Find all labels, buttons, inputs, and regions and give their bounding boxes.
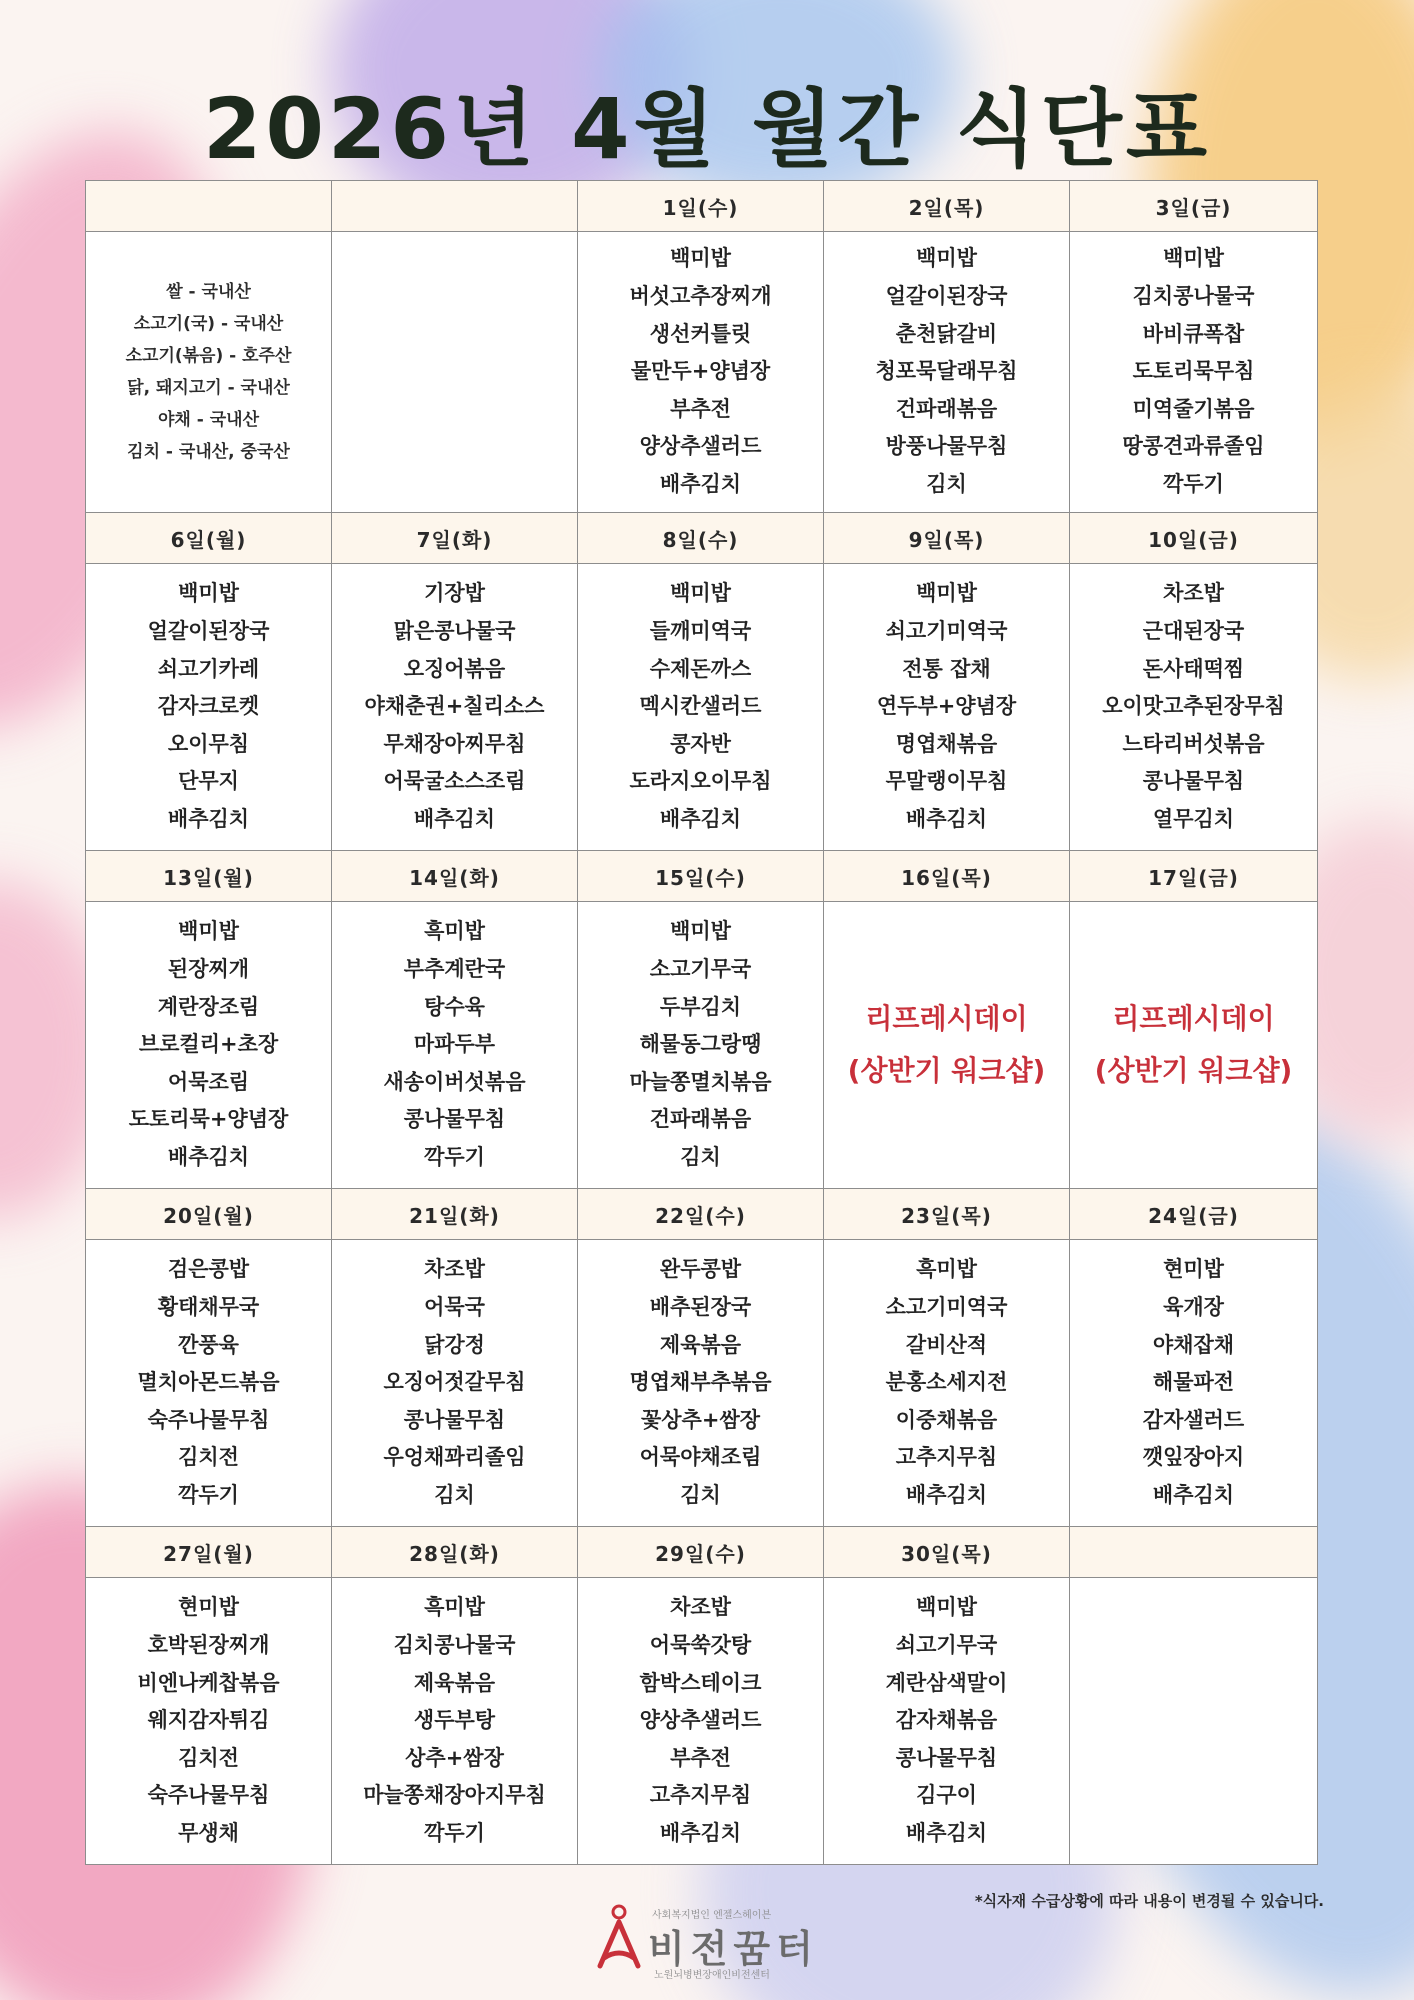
origin-info-cell <box>86 232 332 513</box>
date-cell: 7일(화) <box>332 513 578 564</box>
date-cell: 13일(월) <box>86 851 332 902</box>
menu-item: 해물파전 <box>1152 1370 1235 1395</box>
menu-item: 도토리묵+양념장 <box>128 1107 289 1132</box>
menu-cell <box>578 1240 824 1527</box>
menu-item: 현미밥 <box>1163 1257 1224 1282</box>
date-cell: 9일(목) <box>824 513 1070 564</box>
menu-item: 김치 <box>680 1144 721 1169</box>
menu-item: 함박스테이크 <box>639 1670 762 1695</box>
menu-cell <box>824 1578 1070 1865</box>
menu-cell <box>824 1240 1070 1527</box>
menu-item: 배추김치 <box>905 806 988 831</box>
menu-item: 깍두기 <box>1163 471 1224 496</box>
menu-cell <box>824 902 1070 1189</box>
menu-item: 느타리버섯볶음 <box>1122 731 1265 756</box>
menu-item: 어묵국 <box>424 1295 485 1320</box>
menu-cell <box>578 564 824 851</box>
menu-item: 제육볶음 <box>659 1332 742 1357</box>
menu-item: 김치콩나물국 <box>393 1633 516 1658</box>
date-cell: 21일(화) <box>332 1189 578 1240</box>
logo-center-text: 노원뇌병변장애인비전센터 <box>654 1970 770 1981</box>
menu-item: 김치전 <box>178 1445 239 1470</box>
date-cell: 2일(목) <box>824 181 1070 232</box>
menu-item: 백미밥 <box>1163 246 1224 271</box>
date-cell: 24일(금) <box>1070 1189 1318 1240</box>
menu-item: 김치 <box>926 471 967 496</box>
menu-item: 탕수육 <box>424 994 485 1019</box>
menu-item: 건파래볶음 <box>895 396 998 421</box>
menu-item: 된장찌개 <box>167 957 250 982</box>
menu-item: 계란장조림 <box>157 994 260 1019</box>
date-cell: 22일(수) <box>578 1189 824 1240</box>
menu-cell <box>578 232 824 513</box>
menu-item: 오징어볶음 <box>403 656 506 681</box>
menu-row <box>86 564 1318 851</box>
menu-item: 배추김치 <box>659 471 742 496</box>
menu-item: 콩나물무침 <box>403 1407 506 1432</box>
menu-item: 오이맛고추된장무침 <box>1102 694 1285 719</box>
menu-cell <box>332 902 578 1189</box>
menu-item: 완두콩밥 <box>659 1257 742 1282</box>
menu-item: 숙주나물무침 <box>147 1783 270 1808</box>
menu-item: 물만두+양념장 <box>630 359 771 384</box>
menu-item: 비엔나케찹볶음 <box>137 1670 280 1695</box>
menu-item: 들깨미역국 <box>649 619 752 644</box>
menu-item: 배추김치 <box>659 1820 742 1845</box>
menu-item: 김치 <box>680 1482 721 1507</box>
menu-item: 미역줄기볶음 <box>1132 396 1255 421</box>
menu-item: 깍두기 <box>424 1144 485 1169</box>
menu-item: 고추지무침 <box>895 1445 998 1470</box>
date-cell <box>332 181 578 232</box>
menu-table <box>85 180 1318 1865</box>
date-cell: 16일(목) <box>824 851 1070 902</box>
menu-item: 차조밥 <box>670 1595 731 1620</box>
menu-item: 콩나물무침 <box>1142 769 1245 794</box>
menu-item: 백미밥 <box>916 1595 977 1620</box>
menu-item: 백미밥 <box>178 919 239 944</box>
person-icon <box>594 1904 644 1970</box>
menu-cell <box>86 902 332 1189</box>
menu-item: 근대된장국 <box>1142 619 1245 644</box>
menu-item: 호박된장찌개 <box>147 1633 270 1658</box>
origin-line: 닭, 돼지고기 - 국내산 <box>127 378 290 398</box>
date-row <box>86 1189 1318 1240</box>
menu-item: 배추김치 <box>1152 1482 1235 1507</box>
menu-item: 김치전 <box>178 1745 239 1770</box>
menu-item: 깐풍육 <box>178 1332 239 1357</box>
menu-cell <box>332 1240 578 1527</box>
menu-item: 청포묵달래무침 <box>875 359 1018 384</box>
menu-item: 콩나물무침 <box>895 1745 998 1770</box>
menu-cell <box>1070 902 1318 1189</box>
menu-item: 생두부탕 <box>413 1708 496 1733</box>
menu-row <box>86 902 1318 1189</box>
menu-item: 우엉채꽈리졸임 <box>383 1445 526 1470</box>
menu-cell <box>86 564 332 851</box>
menu-item: 기장밥 <box>424 581 485 606</box>
menu-item: 생선커틀릿 <box>649 321 752 346</box>
menu-cell <box>86 1240 332 1527</box>
menu-item: 마늘쫑멸치볶음 <box>629 1069 772 1094</box>
menu-item: 수제돈까스 <box>649 656 752 681</box>
menu-item: 버섯고추장찌개 <box>629 284 772 309</box>
origin-line: 쌀 - 국내산 <box>166 282 251 302</box>
menu-item: 야채춘권+칠리소스 <box>364 694 545 719</box>
menu-item: 멕시칸샐러드 <box>639 694 762 719</box>
menu-item: 육개장 <box>1163 1295 1224 1320</box>
date-cell: 3일(금) <box>1070 181 1318 232</box>
menu-item: 어묵조림 <box>167 1069 250 1094</box>
menu-row <box>86 232 1318 513</box>
menu-item: 방풍나물무침 <box>885 434 1008 459</box>
menu-item: 바비큐폭찹 <box>1142 321 1245 346</box>
menu-item: 배추된장국 <box>649 1295 752 1320</box>
date-cell: 10일(금) <box>1070 513 1318 564</box>
menu-item: 소고기미역국 <box>885 1295 1008 1320</box>
menu-item: 해물동그랑땡 <box>639 1032 762 1057</box>
menu-item: 부추계란국 <box>403 957 506 982</box>
menu-item: 갈비산적 <box>905 1332 988 1357</box>
menu-item: 멸치아몬드볶음 <box>137 1370 280 1395</box>
date-cell: 27일(월) <box>86 1527 332 1578</box>
menu-item: 배추김치 <box>905 1820 988 1845</box>
date-cell: 17일(금) <box>1070 851 1318 902</box>
menu-item: 배추김치 <box>659 806 742 831</box>
menu-item: 무생채 <box>178 1820 239 1845</box>
date-row <box>86 1527 1318 1578</box>
menu-row <box>86 1240 1318 1527</box>
menu-table-body <box>86 181 1318 1865</box>
menu-item: 새송이버섯볶음 <box>383 1069 526 1094</box>
logo-name: 비전꿈터 <box>648 1927 819 1971</box>
menu-item: 무채장아찌무침 <box>383 731 526 756</box>
menu-item: 백미밥 <box>670 919 731 944</box>
menu-cell <box>1070 1240 1318 1527</box>
menu-item: 야채잡채 <box>1152 1332 1235 1357</box>
menu-item: 백미밥 <box>916 581 977 606</box>
date-cell: 1일(수) <box>578 181 824 232</box>
menu-cell <box>824 564 1070 851</box>
menu-item: 양상추샐러드 <box>639 434 762 459</box>
menu-item: 백미밥 <box>916 246 977 271</box>
menu-item: 얼갈이된장국 <box>885 284 1008 309</box>
menu-item: 검은콩밥 <box>167 1257 250 1282</box>
date-cell: 28일(화) <box>332 1527 578 1578</box>
menu-item: 소고기무국 <box>649 957 752 982</box>
menu-item: 백미밥 <box>670 246 731 271</box>
menu-item: 제육볶음 <box>413 1670 496 1695</box>
menu-item: 두부김치 <box>659 994 742 1019</box>
date-cell: 23일(목) <box>824 1189 1070 1240</box>
menu-cell <box>1070 232 1318 513</box>
menu-item: 어묵야채조림 <box>639 1445 762 1470</box>
menu-item: 도토리묵무침 <box>1132 359 1255 384</box>
date-cell: 14일(화) <box>332 851 578 902</box>
menu-item: 김치콩나물국 <box>1132 284 1255 309</box>
menu-item: 배추김치 <box>413 806 496 831</box>
menu-item: 오이무침 <box>167 731 250 756</box>
logo-org-text: 사회복지법인 엔젤스헤이븐 <box>652 1910 772 1921</box>
menu-item: 꽃상추+쌈장 <box>640 1407 761 1432</box>
menu-cell <box>578 902 824 1189</box>
menu-item: 차조밥 <box>424 1257 485 1282</box>
menu-item: 쇠고기무국 <box>895 1633 998 1658</box>
menu-item: 감자샐러드 <box>1142 1407 1245 1432</box>
date-cell: 20일(월) <box>86 1189 332 1240</box>
menu-cell <box>332 564 578 851</box>
menu-item: 흑미밥 <box>424 1595 485 1620</box>
origin-line: 소고기(국) - 국내산 <box>133 314 284 334</box>
date-cell: 6일(월) <box>86 513 332 564</box>
menu-cell <box>1070 564 1318 851</box>
menu-item: 숙주나물무침 <box>147 1407 270 1432</box>
date-cell: 15일(수) <box>578 851 824 902</box>
menu-item: 마파두부 <box>413 1032 496 1057</box>
menu-item: 깍두기 <box>424 1820 485 1845</box>
date-cell: 29일(수) <box>578 1527 824 1578</box>
date-row <box>86 851 1318 902</box>
menu-item: 배추김치 <box>905 1482 988 1507</box>
menu-item: 부추전 <box>670 1745 731 1770</box>
special-event-text: 리프레시데이 <box>865 1002 1028 1035</box>
menu-row <box>86 1578 1318 1865</box>
menu-item: 감자크로켓 <box>157 694 260 719</box>
menu-item: 웨지감자튀김 <box>147 1708 270 1733</box>
menu-item: 상추+쌈장 <box>405 1745 504 1770</box>
menu-item: 단무지 <box>178 769 239 794</box>
menu-cell <box>1070 1578 1318 1865</box>
menu-item: 백미밥 <box>178 581 239 606</box>
menu-item: 오징어젓갈무침 <box>383 1370 526 1395</box>
menu-item: 깻잎장아지 <box>1142 1445 1245 1470</box>
menu-item: 이중채볶음 <box>895 1407 998 1432</box>
menu-cell <box>332 1578 578 1865</box>
menu-item: 분홍소세지전 <box>885 1370 1008 1395</box>
menu-item: 양상추샐러드 <box>639 1708 762 1733</box>
origin-line: 소고기(볶음) - 호주산 <box>125 346 292 366</box>
origin-line: 김치 - 국내산, 중국산 <box>127 442 290 462</box>
menu-item: 열무김치 <box>1152 806 1235 831</box>
date-cell <box>1070 1527 1318 1578</box>
date-row <box>86 513 1318 564</box>
special-event-text: 리프레시데이 <box>1112 1002 1275 1035</box>
menu-item: 명엽채볶음 <box>895 731 998 756</box>
menu-item: 맑은콩나물국 <box>393 619 516 644</box>
menu-cell <box>824 232 1070 513</box>
menu-item: 얼갈이된장국 <box>147 619 270 644</box>
origin-line: 야채 - 국내산 <box>157 410 259 430</box>
menu-item: 현미밥 <box>178 1595 239 1620</box>
date-row <box>86 181 1318 232</box>
menu-item: 도라지오이무침 <box>629 769 772 794</box>
special-event-text: (상반기 워크샵) <box>847 1054 1046 1087</box>
menu-item: 콩자반 <box>670 731 731 756</box>
menu-item: 어묵쑥갓탕 <box>649 1633 752 1658</box>
menu-item: 닭강정 <box>424 1332 485 1357</box>
menu-item: 부추전 <box>670 396 731 421</box>
menu-item: 흑미밥 <box>916 1257 977 1282</box>
menu-item: 브로컬리+초장 <box>138 1032 279 1057</box>
menu-item: 김구이 <box>916 1783 977 1808</box>
menu-item: 차조밥 <box>1163 581 1224 606</box>
menu-item: 춘천닭갈비 <box>895 321 998 346</box>
menu-item: 배추김치 <box>167 806 250 831</box>
menu-item: 무말랭이무침 <box>885 769 1008 794</box>
date-cell: 8일(수) <box>578 513 824 564</box>
page-title: 2026년 4월 월간 식단표 <box>203 80 1211 178</box>
menu-item: 연두부+양념장 <box>876 694 1017 719</box>
date-cell <box>86 181 332 232</box>
menu-item: 명엽채부추볶음 <box>629 1370 772 1395</box>
special-event-text: (상반기 워크샵) <box>1094 1054 1293 1087</box>
menu-item: 쇠고기카레 <box>157 656 260 681</box>
date-cell: 30일(목) <box>824 1527 1070 1578</box>
change-notice: *식자재 수급상황에 따라 내용이 변경될 수 있습니다. <box>974 1892 1324 1910</box>
menu-item: 건파래볶음 <box>649 1107 752 1132</box>
menu-item: 김치 <box>434 1482 475 1507</box>
menu-item: 황태채무국 <box>157 1295 260 1320</box>
menu-item: 감자채볶음 <box>895 1708 998 1733</box>
menu-cell <box>578 1578 824 1865</box>
menu-item: 콩나물무침 <box>403 1107 506 1132</box>
menu-item: 쇠고기미역국 <box>885 619 1008 644</box>
menu-item: 땅콩견과류졸임 <box>1122 434 1265 459</box>
menu-item: 고추지무침 <box>649 1783 752 1808</box>
menu-item: 전통 잡채 <box>902 656 991 681</box>
menu-item: 깍두기 <box>178 1482 239 1507</box>
menu-item: 계란삼색말이 <box>885 1670 1008 1695</box>
organization-logo <box>594 1902 834 1982</box>
menu-item: 어묵굴소스조림 <box>383 769 526 794</box>
menu-item: 배추김치 <box>167 1144 250 1169</box>
menu-item: 흑미밥 <box>424 919 485 944</box>
menu-item: 백미밥 <box>670 581 731 606</box>
menu-item: 마늘쫑채장아지무침 <box>363 1783 546 1808</box>
menu-item: 돈사태떡찜 <box>1142 656 1245 681</box>
menu-cell <box>86 1578 332 1865</box>
menu-cell <box>332 232 578 513</box>
